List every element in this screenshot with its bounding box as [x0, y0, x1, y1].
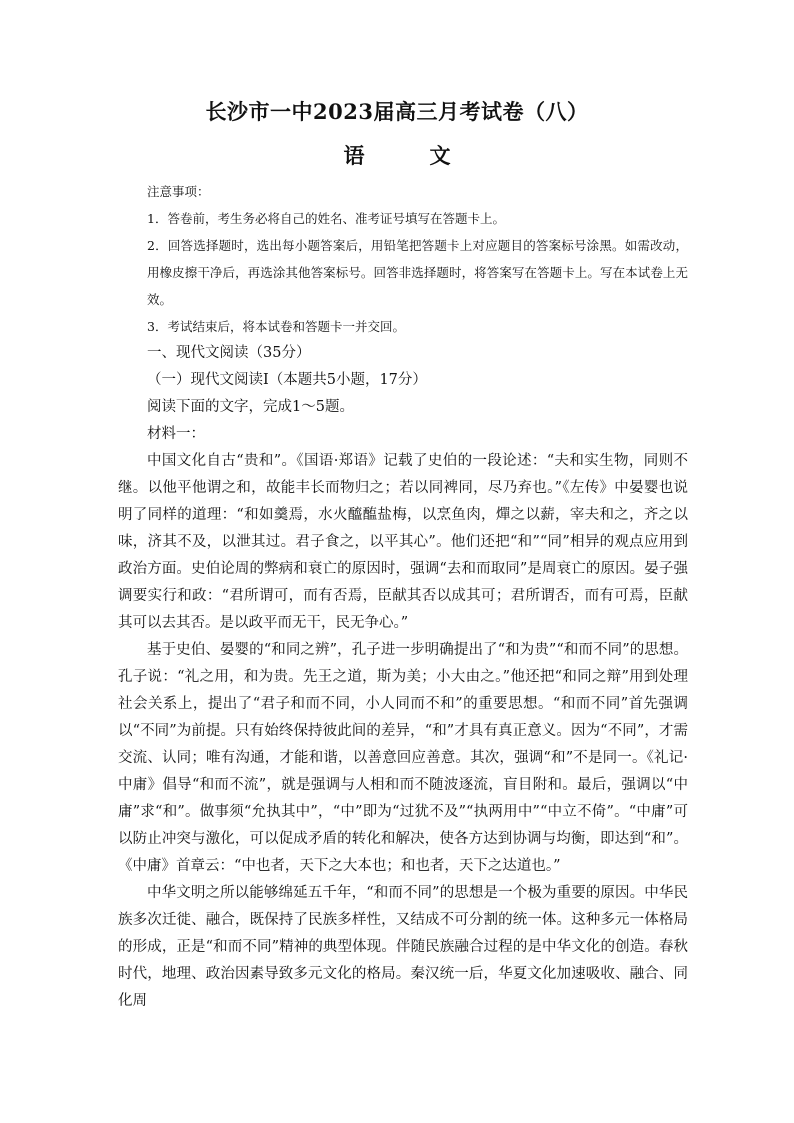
subsection-heading: （一）现代文阅读I（本题共5小题，17分） — [147, 372, 427, 388]
subject-title: 语 文 — [343, 143, 473, 168]
section-heading: 一、现代文阅读（35分） — [147, 345, 311, 361]
notice-section — [118, 178, 688, 340]
body-paragraph: 中国文化自古“贵和”。《国语·郑语》记载了史伯的一段论述：“夫和实生物，同则不继。以他平他谓之和，故能丰长而物归之；若以同裨同，尽乃弃也。”《左传》中晏婴也说明了同样的道理：“和如羹焉，水火醯醢盐梅，以烹鱼肉，燀之以薪，宰夫和之，齐之以味，济其不及，以泄其过。君子食之，以平其心”。他们还把“和”“同”相异的观点应用到政治方面。史伯论周的弊病和衰亡的原因时，强调“去和而取同”是周衰亡的原因。晏子强调要实行和政：“君所谓可，而有否焉，臣献其否以成其可；君所谓否，而有可焉，臣献其可以去其否。是以政平而无干，民无争心。” — [118, 453, 688, 631]
instruction-text: 阅读下面的文字，完成1～5题。 — [147, 399, 354, 415]
material-label: 材料一： — [147, 426, 205, 442]
notice-item: 3．考试结束后，将本试卷和答题卡一并交回。 — [147, 319, 405, 334]
body-paragraph: 基于史伯、晏婴的“和同之辨”，孔子进一步明确提出了“和为贵”“和而不同”的思想。孔子说：“礼之用，和为贵。先王之道，斯为美；小大由之。”他还把“和同之辩”用到处理社会关系上，提出了“君子和而不同，小人同而不和”的重要思想。“和而不同”首先强调以“不同”为前提。只有始终保持彼此间的差异，“和”才具有真正意义。因为“不同”，才需交流、认同；唯有沟通，才能和谐，以善意回应善意。其次，强调“和”不是同一。《礼记·中庸》倡导“和而不流”，就是强调与人相和而不随波逐流，盲目附和。最后，强调以“中庸”求“和”。做事须“允执其中”，“中”即为“过犹不及”“执两用中”“中立不倚”。“中庸”可以防止冲突与激化，可以促成矛盾的转化和解决，使各方达到协调与均衡，即达到“和”。《中庸》首章云：“中也者，天下之大本也；和也者，天下之达道也。” — [118, 642, 688, 874]
notice-heading: 注意事项： — [147, 184, 210, 199]
body-paragraph: 中华文明之所以能够绵延五千年，“和而不同”的思想是一个极为重要的原因。中华民族多次迁徙、融合，既保持了民族多样性，又结成不可分割的统一体。这种多元一体格局的形成，正是“和而不同”精神的典型体现。伴随民族融合过程的是中华文化的创造。春秋时代，地理、政治因素导致多元文化的格局。秦汉统一后，华夏文化加速吸收、融合、同化周 — [118, 885, 688, 1009]
reading-section — [118, 340, 688, 1015]
notice-item: 1．答卷前，考生务必将自己的姓名、准考证号填写在答题卡上。 — [147, 211, 505, 226]
notice-item: 2．回答选择题时，选出每小题答案后，用铅笔把答题卡上对应题目的答案标号涂黑。如需改动，用橡皮擦干净后，再选涂其他答案标号。回答非选择题时，将答案写在答题卡上。写在本试卷上无效。 — [147, 238, 688, 307]
exam-title: 长沙市一中2023届高三月考试卷（八） — [205, 99, 589, 124]
